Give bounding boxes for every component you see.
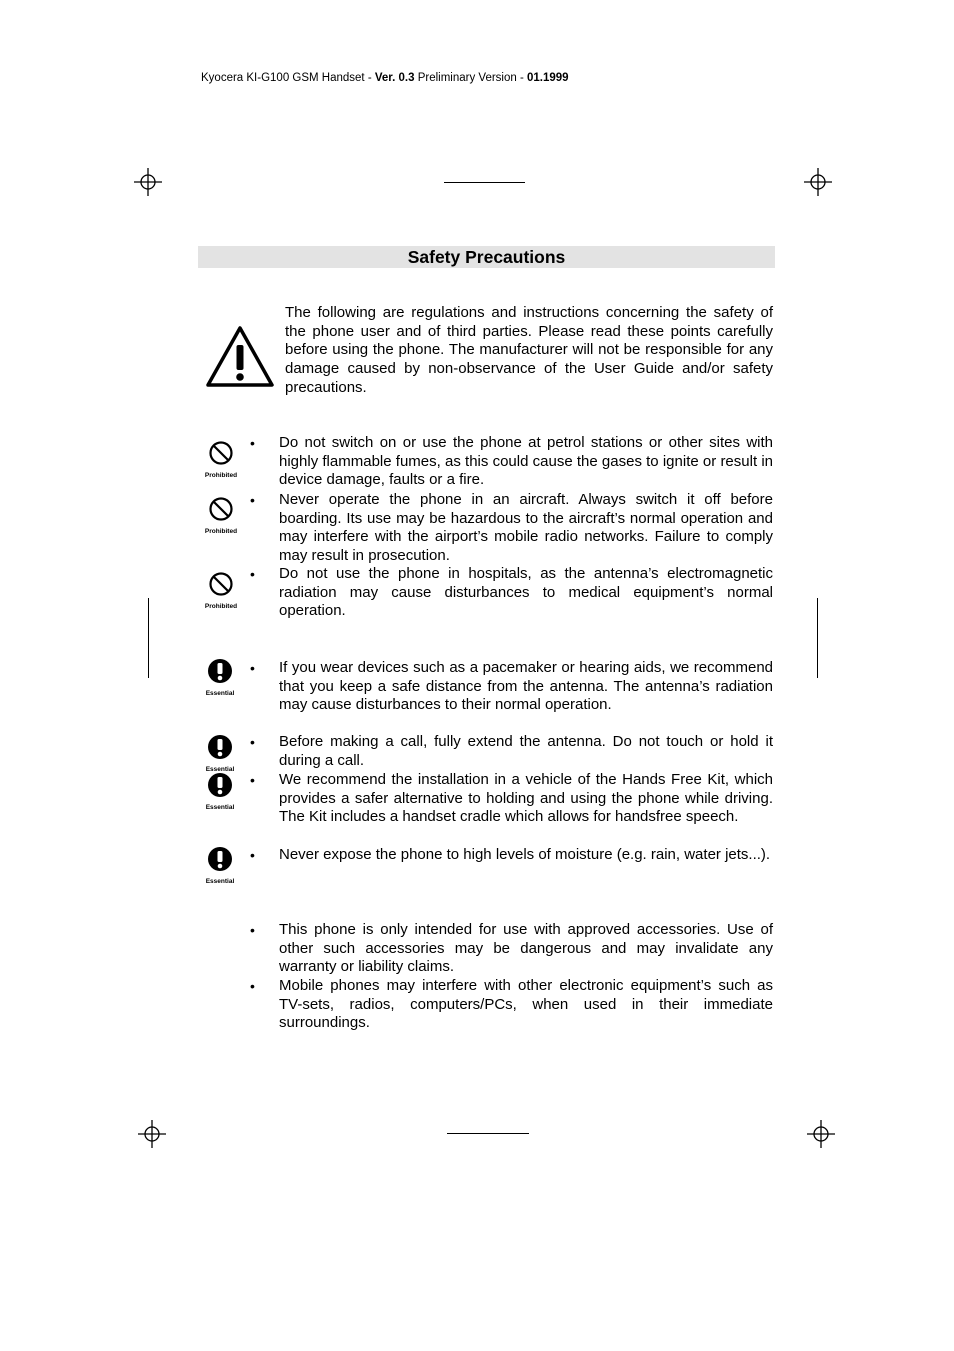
list-item: We recommend the installation in a vehicle of the Hands Free Kit, which provides a safer alternative to holding and using the phone while driving. The Kit includes a handset cradle which allows for handsfree speech. [279, 771, 773, 826]
list-item: Never expose the phone to high levels of moisture (e.g. rain, water jets...). [279, 846, 771, 863]
essential-label: Essential [205, 766, 235, 773]
header-date: 01.1999 [527, 72, 569, 84]
bullet: • [250, 978, 255, 994]
bullet: • [250, 566, 255, 582]
intro-paragraph: The following are regulations and instructions concerning the safety of the phone user and of third parties. Please read these points carefully before using the phone. The manufacturer will not be responsible for any damage caused by non-observance of the User Guide and/or safety precautions. [285, 304, 773, 396]
essential-icon [200, 846, 240, 885]
crop-mark-top [444, 182, 525, 183]
bullet: • [250, 492, 255, 508]
essential-icon [200, 734, 240, 773]
essential-icon [200, 658, 240, 697]
bullet: • [250, 435, 255, 451]
registration-mark-icon [138, 1120, 166, 1148]
list-item: Never operate the phone in an aircraft. Always switch it off before boarding. Its use may be hazardous to the aircraft’s normal operation and may interfere with the airport’s mobile radio networks. Failure to comply may result in prosecution. [279, 491, 773, 565]
list-item: Do not switch on or use the phone at petrol stations or other sites with highly flammable fumes, as this could cause the gases to ignite or result in device damage, faults or a fire. [279, 434, 773, 489]
header-version: Ver. 0.3 [374, 72, 415, 84]
prohibited-label: Prohibited [204, 528, 238, 535]
crop-mark-bottom [447, 1133, 529, 1134]
list-item: If you wear devices such as a pacemaker or hearing aids, we recommend that you keep a safe distance from the antenna. The antenna’s radiation may cause disturbances to their normal operation. [279, 659, 773, 714]
registration-mark-icon [134, 168, 162, 196]
list-item: This phone is only intended for use with approved accessories. Use of other such accessories may be dangerous and may invalidate any warranty or liability claims. [279, 921, 773, 976]
list-item: Before making a call, fully extend the antenna. Do not touch or hold it during a call. [279, 733, 773, 769]
bullet: • [250, 734, 255, 750]
bullet: • [250, 772, 255, 788]
bullet: • [250, 922, 255, 938]
list-item: Mobile phones may interfere with other electronic equipment’s such as TV-sets, radios, computers/PCs, when used in their immediate surroundings. [279, 977, 773, 1032]
page-header [201, 72, 569, 84]
prohibited-icon [201, 496, 241, 535]
prohibited-icon [201, 440, 241, 479]
section-title: Safety Precautions [198, 246, 775, 268]
header-product: Kyocera KI-G100 GSM Handset - [201, 72, 375, 84]
prohibited-label: Prohibited [204, 603, 238, 610]
prohibited-icon [201, 571, 241, 610]
essential-label: Essential [205, 878, 235, 885]
bullet: • [250, 660, 255, 676]
crop-mark-right [817, 598, 818, 678]
registration-mark-icon [804, 168, 832, 196]
essential-label: Essential [205, 804, 235, 811]
warning-triangle-icon [205, 325, 275, 388]
list-item: Do not use the phone in hospitals, as the antenna’s electromagnetic radiation may cause disturbances to medical equipment’s normal operation. [279, 565, 773, 620]
essential-label: Essential [205, 690, 235, 697]
registration-mark-icon [807, 1120, 835, 1148]
bullet: • [250, 847, 255, 863]
essential-icon [200, 772, 240, 811]
crop-mark-left [148, 598, 149, 678]
header-preliminary: Preliminary Version - [414, 72, 527, 84]
prohibited-label: Prohibited [204, 472, 238, 479]
